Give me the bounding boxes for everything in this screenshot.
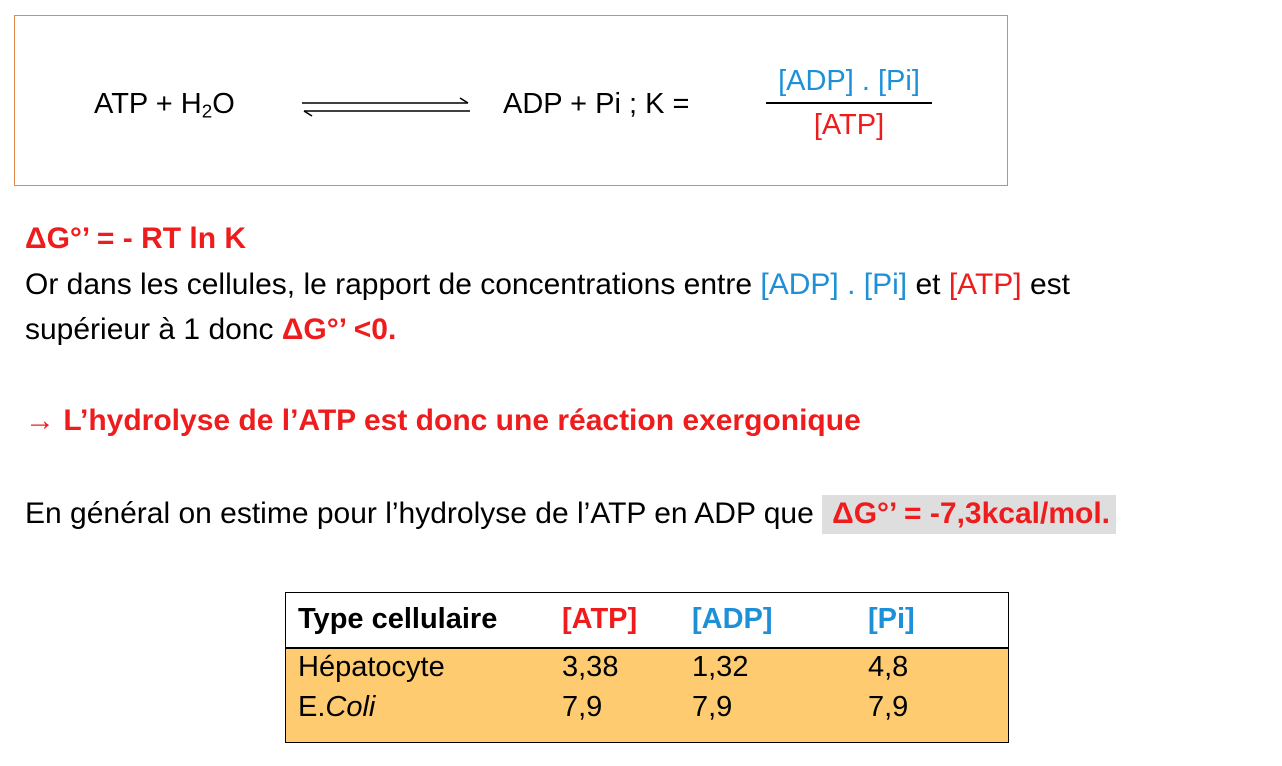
line-ratio-prefix: Or dans les cellules, le rapport de concentrations entre [25, 268, 761, 301]
delta-g-value: ΔG°’ = -7,3kcal/mol. [822, 495, 1116, 534]
equilibrium-arrows-icon [300, 96, 472, 120]
line-ratio [25, 268, 1070, 302]
equation-box [14, 15, 1008, 186]
header-adp: [ADP] [692, 603, 773, 635]
row1-atp: 3,38 [562, 651, 619, 683]
line-estimate [25, 497, 1116, 531]
equation-left [94, 88, 235, 121]
header-atp: [ATP] [562, 603, 638, 635]
k-fraction [766, 64, 932, 142]
row2-adp: 7,9 [692, 691, 733, 723]
row1-type: Hépatocyte [298, 651, 445, 683]
subscript-2: 2 [201, 100, 213, 122]
reactant-suffix: O [212, 88, 235, 120]
table-header [286, 593, 1008, 649]
row1-pi: 4,8 [868, 651, 909, 683]
line-ratio-mid: et [907, 268, 949, 301]
line-estimate-prefix: En général on estime pour l’hydrolyse de l’ATP en ADP que [25, 497, 823, 530]
line-result-prefix: supérieur à 1 donc [25, 313, 282, 346]
table-body [286, 649, 1008, 742]
header-type: Type cellulaire [298, 603, 498, 635]
fraction-bar [766, 102, 932, 104]
equation-right: ADP + Pi ; K = [503, 88, 690, 120]
line-result [25, 313, 396, 347]
row2-type-prefix: E. [298, 691, 326, 723]
row2-type [298, 691, 375, 724]
arrow-right-icon: → [25, 404, 55, 437]
delta-g-negative: ΔG°’ <0. [281, 313, 397, 346]
line-ratio-suffix: est [1021, 268, 1070, 301]
conclusion-line [25, 404, 861, 438]
delta-g-formula: ΔG°’ = - RT ln K [25, 222, 247, 255]
row2-pi: 7,9 [868, 691, 909, 723]
reactant-text: ATP + H [94, 88, 202, 120]
row2-atp: 7,9 [562, 691, 603, 723]
ratio-atp: [ATP] [948, 268, 1022, 301]
concentration-table [285, 592, 1009, 743]
row1-adp: 1,32 [692, 651, 749, 683]
ratio-adp-pi: [ADP] . [Pi] [760, 268, 908, 301]
conclusion-text: L’hydrolyse de l’ATP est donc une réaction exergonique [55, 404, 861, 437]
k-numerator: [ADP] . [Pi] [778, 65, 920, 97]
k-denominator: [ATP] [813, 109, 885, 141]
row2-type-italic: Coli [325, 691, 376, 723]
header-pi: [Pi] [868, 603, 915, 635]
